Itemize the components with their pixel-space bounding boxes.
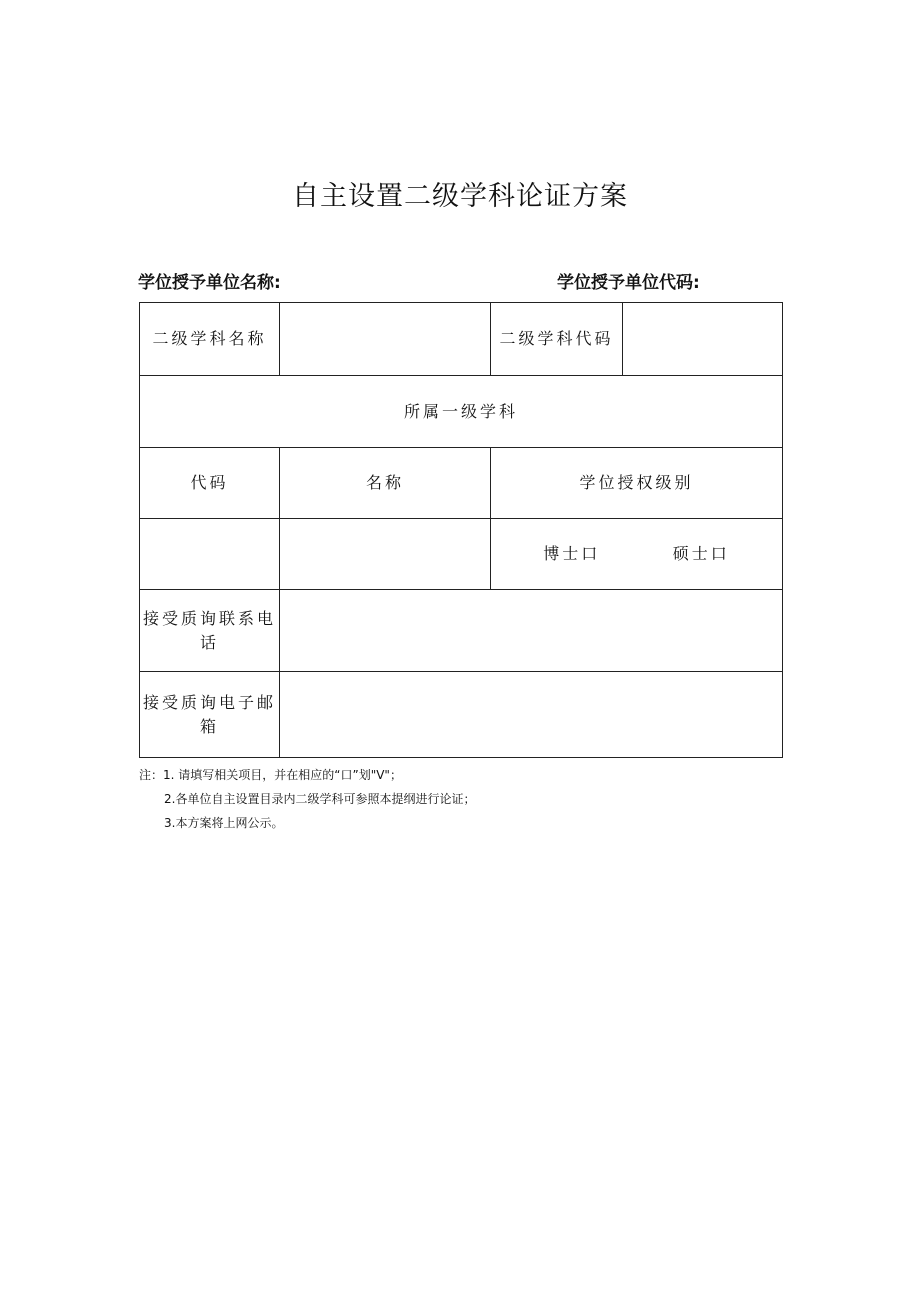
parent-discipline-name-field[interactable] xyxy=(280,519,491,590)
notes-section xyxy=(139,763,475,835)
table-row xyxy=(140,303,783,376)
table-row xyxy=(140,448,783,519)
note-line-2: 2.各单位自主设置目录内二级学科可参照本提纲进行论证； xyxy=(164,792,476,806)
email-field[interactable] xyxy=(280,672,783,758)
degree-level-column-header: 学位授权级别 xyxy=(491,448,783,519)
table-row xyxy=(140,376,783,448)
master-checkbox[interactable]: 硕士口 xyxy=(672,544,730,563)
discipline-form-table xyxy=(139,302,783,758)
parent-discipline-code-field[interactable] xyxy=(140,519,280,590)
degree-level-options xyxy=(491,519,783,590)
sub-discipline-name-label: 二级学科名称 xyxy=(140,303,280,376)
phone-label: 接受质询联系电话 xyxy=(140,590,280,672)
table-row xyxy=(140,672,783,758)
phone-field[interactable] xyxy=(280,590,783,672)
sub-discipline-code-field[interactable] xyxy=(623,303,783,376)
table-row xyxy=(140,519,783,590)
page-title: 自主设置二级学科论证方案 xyxy=(292,181,628,212)
doctor-checkbox[interactable]: 博士口 xyxy=(543,544,601,563)
email-label: 接受质询电子邮箱 xyxy=(140,672,280,758)
sub-discipline-code-label: 二级学科代码 xyxy=(491,303,623,376)
unit-name-label: 学位授予单位名称: xyxy=(138,273,281,293)
note-line-3: 3.本方案将上网公示。 xyxy=(164,816,284,830)
sub-discipline-name-field[interactable] xyxy=(280,303,491,376)
name-column-header: 名称 xyxy=(280,448,491,519)
note-line-1: 注：1. 请填写相关项目，并在相应的“口”划"V"； xyxy=(139,768,402,782)
unit-code-label: 学位授予单位代码: xyxy=(557,273,700,293)
code-column-header: 代码 xyxy=(140,448,280,519)
table-row xyxy=(140,590,783,672)
parent-discipline-heading: 所属一级学科 xyxy=(140,376,783,448)
